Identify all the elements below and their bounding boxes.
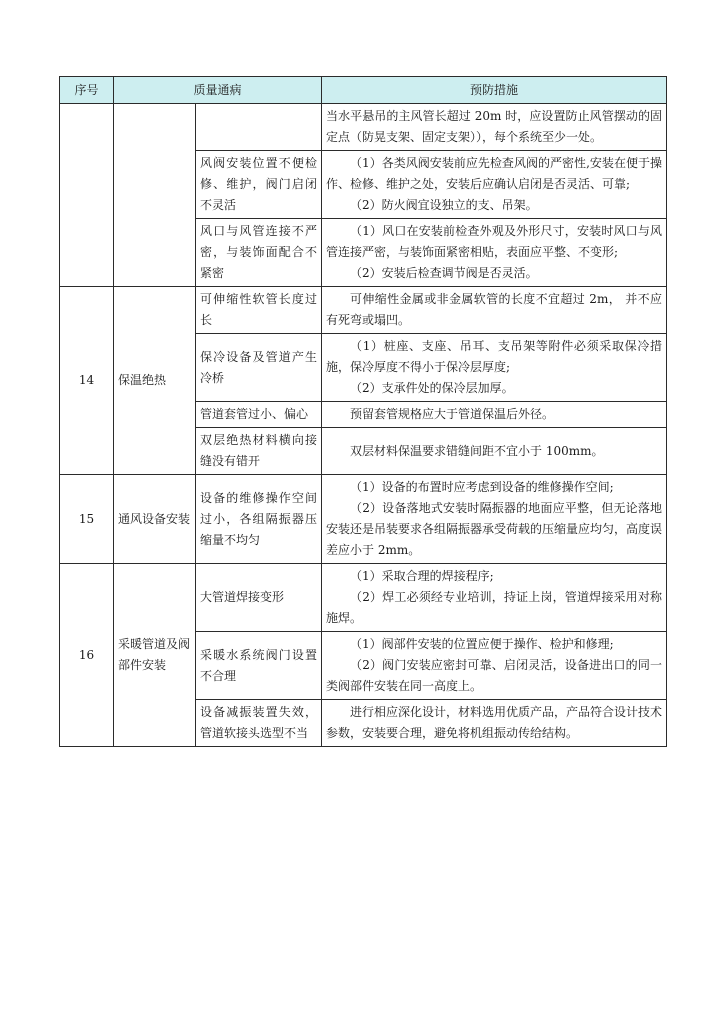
measure-line: （2）支承件处的保冷层加厚。 xyxy=(350,381,514,395)
table-row xyxy=(60,564,667,632)
measure-line: （2）设备落地式安装时隔振器的地面应平整，但无论落地安装还是吊装要求各组隔振器承受荷载的压缩量应均匀，高度误差应小于 2mm。 xyxy=(326,501,663,557)
measure-line: （1）采取合理的焊接程序; xyxy=(350,569,494,583)
measure-cell xyxy=(322,219,667,287)
problem-cell: 管道套管过小、偏心 xyxy=(196,402,322,428)
header-problem: 质量通病 xyxy=(114,77,322,104)
problem-cell: 大管道焊接变形 xyxy=(196,564,322,632)
problem-cell: 风口与风管连接不严密，与装饰面配合不紧密 xyxy=(196,219,322,287)
measure-cell xyxy=(322,151,667,219)
row-number: 15 xyxy=(60,475,114,564)
measure-cell xyxy=(322,334,667,402)
measure-line: 当水平悬吊的主风管长超过 20m 时，应设置防止风管摆动的固定点（防晃支架、固定支架）），每个系统至少一处。 xyxy=(326,109,663,144)
category-cell: 保温绝热 xyxy=(114,287,196,475)
measure-line: （1）设备的布置时应考虑到设备的维修操作空间; xyxy=(350,480,614,494)
measure-line: （2）防火阀宜设独立的支、吊架。 xyxy=(350,198,538,212)
problem-cell: 可伸缩性软管长度过长 xyxy=(196,287,322,334)
row-number: 16 xyxy=(60,564,114,747)
table-body xyxy=(60,104,667,747)
problem-cell: 保冷设备及管道产生冷桥 xyxy=(196,334,322,402)
table-row xyxy=(60,104,667,151)
measure-line: 进行相应深化设计，材料选用优质产品，产品符合设计技术参数，安装要合理，避免将机组振动传给结构。 xyxy=(326,705,663,740)
problem-cell: 设备减振装置失效，管道软接头选型不当 xyxy=(196,700,322,747)
header-no: 序号 xyxy=(60,77,114,104)
category-cell: 采暖管道及阀部件安装 xyxy=(114,564,196,747)
table-row xyxy=(60,475,667,564)
measure-cell xyxy=(322,104,667,151)
quality-defects-table xyxy=(59,76,667,747)
header-measure: 预防措施 xyxy=(322,77,667,104)
measure-cell xyxy=(322,402,667,428)
measure-line: （2）焊工必须经专业培训，持证上岗，管道焊接采用对称施焊。 xyxy=(326,590,663,625)
table-row xyxy=(60,287,667,334)
category-cell xyxy=(114,104,196,287)
problem-cell xyxy=(196,104,322,151)
problem-cell: 采暖水系统阀门设置不合理 xyxy=(196,632,322,700)
measure-line: （2）阀门安装应密封可靠、启闭灵活，设备进出口的同一类阀部件安装在同一高度上。 xyxy=(326,658,663,693)
measure-cell xyxy=(322,632,667,700)
measure-cell xyxy=(322,564,667,632)
measure-cell xyxy=(322,428,667,475)
measure-line: （1）各类风阀安装前应先检查风阀的严密性,安装在便于操作、检修、维护之处，安装后应确认启闭是否灵活、可靠; xyxy=(326,156,663,191)
measure-cell xyxy=(322,475,667,564)
row-number xyxy=(60,104,114,287)
table-header-row xyxy=(60,77,667,104)
problem-cell: 双层绝热材料横向接缝没有错开 xyxy=(196,428,322,475)
category-cell: 通风设备安装 xyxy=(114,475,196,564)
measure-line: 预留套管规格应大于管道保温后外径。 xyxy=(350,407,555,421)
measure-line: （1）风口在安装前检查外观及外形尺寸，安装时风口与风管连接严密，与装饰面紧密相贴，表面应平整、不变形; xyxy=(326,224,663,259)
problem-cell: 设备的维修操作空间过小，各组隔振器压缩量不均匀 xyxy=(196,475,322,564)
measure-line: 可伸缩性金属或非金属软管的长度不宜超过 2m， 并不应有死弯或塌凹。 xyxy=(326,292,663,327)
measure-cell xyxy=(322,287,667,334)
measure-line: （2）安装后检查调节阀是否灵活。 xyxy=(350,266,538,280)
measure-cell xyxy=(322,700,667,747)
measure-line: 双层材料保温要求错缝间距不宜小于 100mm。 xyxy=(350,443,604,458)
problem-cell: 风阀安装位置不便检修、维护，阀门启闭不灵活 xyxy=(196,151,322,219)
measure-line: （1）桩座、支座、吊耳、支吊架等附件必须采取保冷措施，保冷厚度不得小于保冷层厚度; xyxy=(326,339,663,374)
row-number: 14 xyxy=(60,287,114,475)
measure-line: （1）阀部件安装的位置应便于操作、检护和修理; xyxy=(350,637,614,651)
